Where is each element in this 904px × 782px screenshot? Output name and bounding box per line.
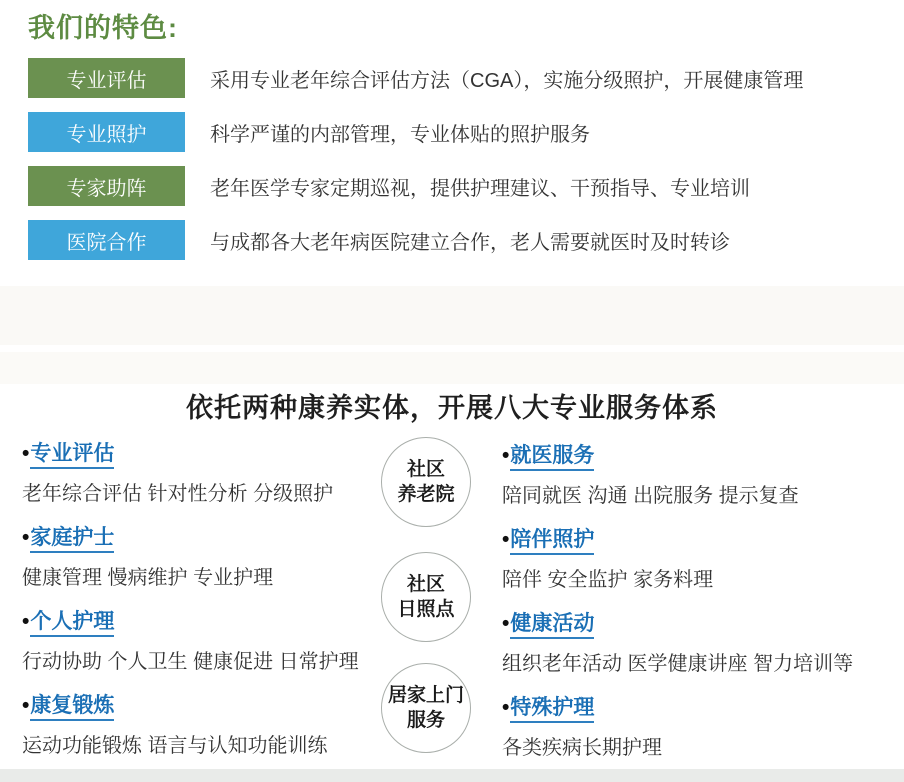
background-band [0, 352, 904, 384]
service-item-rehab [22, 692, 377, 759]
service-desc: 陪同就医 沟通 出院服务 提示复查 [502, 485, 799, 507]
service-item-personal-care [22, 608, 377, 675]
circle-label-line: 日照点 [397, 599, 455, 620]
bullet-icon: • [22, 526, 30, 549]
service-desc: 陪伴 安全监护 家务料理 [502, 569, 714, 591]
service-title [502, 526, 902, 554]
service-desc: 各类疾病长期护理 [502, 737, 662, 759]
bullet-icon: • [22, 694, 30, 717]
services-left-column [22, 440, 377, 776]
service-desc: 健康管理 慢病维护 专业护理 [22, 567, 274, 589]
circle-community-daycare [381, 552, 471, 642]
features-heading: 我们的特色: [28, 13, 178, 43]
service-desc: 老年综合评估 针对性分析 分级照护 [22, 483, 334, 505]
feature-row [28, 220, 803, 260]
service-link-home-nurse[interactable]: 家庭护士 [30, 526, 114, 553]
feature-desc: 科学严谨的内部管理，专业体贴的照护服务 [210, 123, 590, 146]
service-item-medical-visit [502, 442, 902, 509]
service-item-health-activities [502, 610, 902, 677]
feature-badge-hospital: 医院合作 [28, 220, 185, 260]
feature-row [28, 112, 803, 152]
feature-row [28, 166, 803, 206]
circle-label-line: 服务 [406, 710, 445, 731]
bullet-icon: • [502, 444, 510, 467]
feature-desc: 与成都各大老年病医院建立合作，老人需要就医时及时转诊 [210, 231, 730, 254]
background-band [0, 286, 904, 345]
bottom-strip [0, 769, 904, 782]
circle-label-line: 居家上门 [387, 685, 464, 706]
service-link-special-nursing[interactable]: 特殊护理 [510, 696, 594, 723]
bullet-icon: • [502, 696, 510, 719]
circle-label-line: 养老院 [397, 484, 455, 505]
service-item-special-nursing [502, 694, 902, 761]
bullet-icon: • [22, 442, 30, 465]
service-item-home-nurse [22, 524, 377, 591]
feature-badge-assessment: 专业评估 [28, 58, 185, 98]
service-item-companion-care [502, 526, 902, 593]
service-title [22, 524, 377, 552]
feature-badge-experts: 专家助阵 [28, 166, 185, 206]
bullet-icon: • [22, 610, 30, 633]
service-desc: 运动功能锻炼 语言与认知功能训练 [22, 735, 328, 757]
feature-badge-care: 专业照护 [28, 112, 185, 152]
service-item-assessment [22, 440, 377, 507]
services-right-column [502, 442, 902, 778]
circle-home-visit-service [381, 663, 471, 753]
bullet-icon: • [502, 612, 510, 635]
entity-circles [381, 437, 471, 753]
service-title [22, 440, 377, 468]
service-desc: 组织老年活动 医学健康讲座 智力培训等 [502, 653, 854, 675]
service-link-rehab[interactable]: 康复锻炼 [30, 694, 114, 721]
service-desc: 行动协助 个人卫生 健康促进 日常护理 [22, 651, 359, 673]
service-link-medical-visit[interactable]: 就医服务 [510, 444, 594, 471]
service-link-health-activities[interactable]: 健康活动 [510, 612, 594, 639]
services-heading: 依托两种康养实体，开展八大专业服务体系 [186, 393, 718, 423]
features-list [28, 58, 803, 274]
service-title [22, 608, 377, 636]
feature-desc: 采用专业老年综合评估方法（CGA），实施分级照护，开展健康管理 [210, 69, 804, 92]
service-link-personal-care[interactable]: 个人护理 [30, 610, 114, 637]
bullet-icon: • [502, 528, 510, 551]
service-link-assessment[interactable]: 专业评估 [30, 442, 114, 469]
feature-desc: 老年医学专家定期巡视，提供护理建议、干预指导、专业培训 [210, 177, 750, 200]
circle-label-line: 社区 [406, 574, 445, 595]
service-title [502, 610, 902, 638]
circle-community-nursing-home [381, 437, 471, 527]
circle-label-line: 社区 [406, 459, 445, 480]
service-title [22, 692, 377, 720]
service-title [502, 694, 902, 722]
service-link-companion-care[interactable]: 陪伴照护 [510, 528, 594, 555]
service-title [502, 442, 902, 470]
feature-row [28, 58, 803, 98]
